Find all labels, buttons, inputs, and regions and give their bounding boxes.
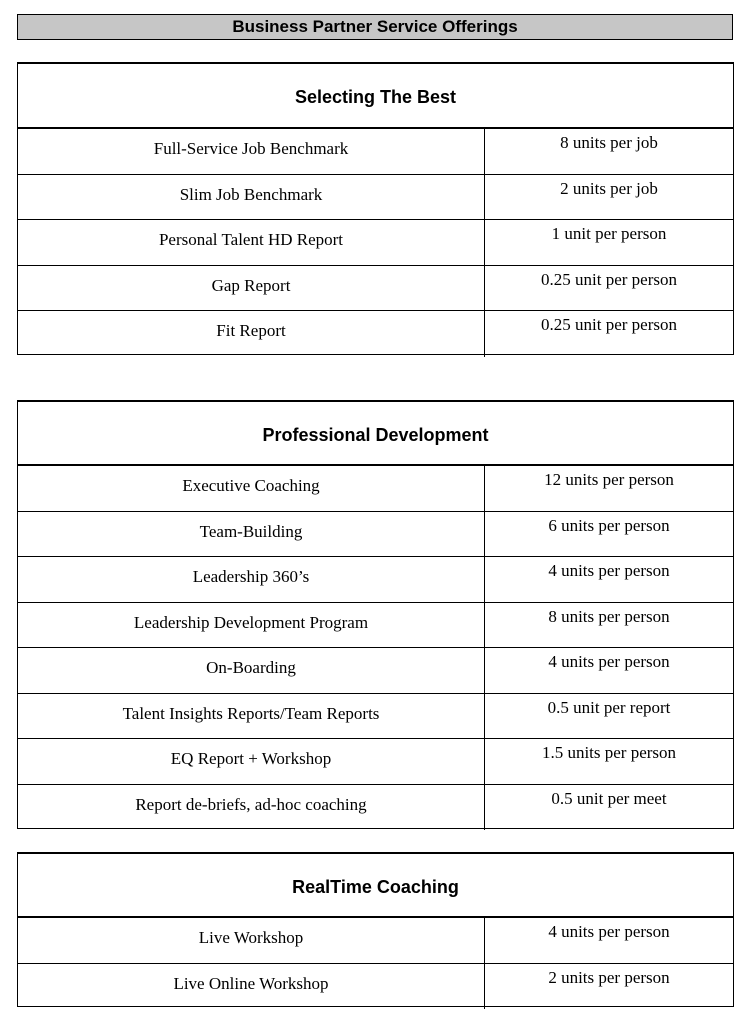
table-row <box>18 739 733 785</box>
table-row <box>18 129 733 175</box>
service-cost: 0.5 unit per meet <box>551 788 667 808</box>
service-name: Live Workshop <box>18 918 485 963</box>
service-cost: 0.25 unit per person <box>541 315 677 334</box>
service-cost: 4 units per person <box>548 652 670 671</box>
service-name: Leadership Development Program <box>18 603 485 648</box>
service-name: Slim Job Benchmark <box>18 175 485 220</box>
table-row <box>18 964 733 1010</box>
service-table <box>18 129 733 357</box>
service-name: Leadership 360’s <box>18 557 485 602</box>
service-table <box>18 918 733 1009</box>
table-row <box>18 266 733 312</box>
table-row <box>18 557 733 603</box>
service-cost: 1 unit per person <box>551 224 667 243</box>
service-cost: 0.5 unit per report <box>547 697 671 717</box>
service-name: Gap Report <box>18 266 485 311</box>
section-selecting-the-best <box>17 62 734 355</box>
service-name: Report de-briefs, ad-hoc coaching <box>18 785 485 831</box>
page-title: Business Partner Service Offerings <box>17 14 733 40</box>
service-name: Executive Coaching <box>18 466 485 511</box>
service-cost: 4 units per person <box>548 561 670 580</box>
service-cost: 2 units per job <box>560 178 658 198</box>
service-table <box>18 466 733 830</box>
service-cost: 12 units per person <box>544 470 674 489</box>
section-heading: Professional Development <box>18 402 733 466</box>
table-row <box>18 918 733 964</box>
service-name: EQ Report + Workshop <box>18 739 485 784</box>
table-row <box>18 785 733 831</box>
table-row <box>18 311 733 357</box>
service-cost: 6 units per person <box>548 515 670 535</box>
table-row <box>18 175 733 221</box>
service-name: Talent Insights Reports/Team Reports <box>18 694 485 739</box>
service-name: Personal Talent HD Report <box>18 220 485 265</box>
service-cost: 4 units per person <box>548 922 670 941</box>
section-realtime-coaching <box>17 852 734 1007</box>
section-heading: RealTime Coaching <box>18 854 733 918</box>
service-name: Fit Report <box>18 311 485 357</box>
service-name: Team-Building <box>18 512 485 557</box>
table-row <box>18 648 733 694</box>
section-professional-development <box>17 400 734 829</box>
table-row <box>18 694 733 740</box>
service-name: On-Boarding <box>18 648 485 693</box>
service-cost: 1.5 units per person <box>541 743 677 762</box>
service-cost: 2 units per person <box>548 967 670 987</box>
section-heading: Selecting The Best <box>18 64 733 129</box>
table-row <box>18 220 733 266</box>
service-cost: 8 units per job <box>560 133 658 152</box>
table-row <box>18 466 733 512</box>
table-row <box>18 512 733 558</box>
service-name: Full-Service Job Benchmark <box>18 129 485 174</box>
table-row <box>18 603 733 649</box>
service-cost: 8 units per person <box>548 606 670 626</box>
service-cost: 0.25 unit per person <box>541 269 677 289</box>
service-name: Live Online Workshop <box>18 964 485 1010</box>
